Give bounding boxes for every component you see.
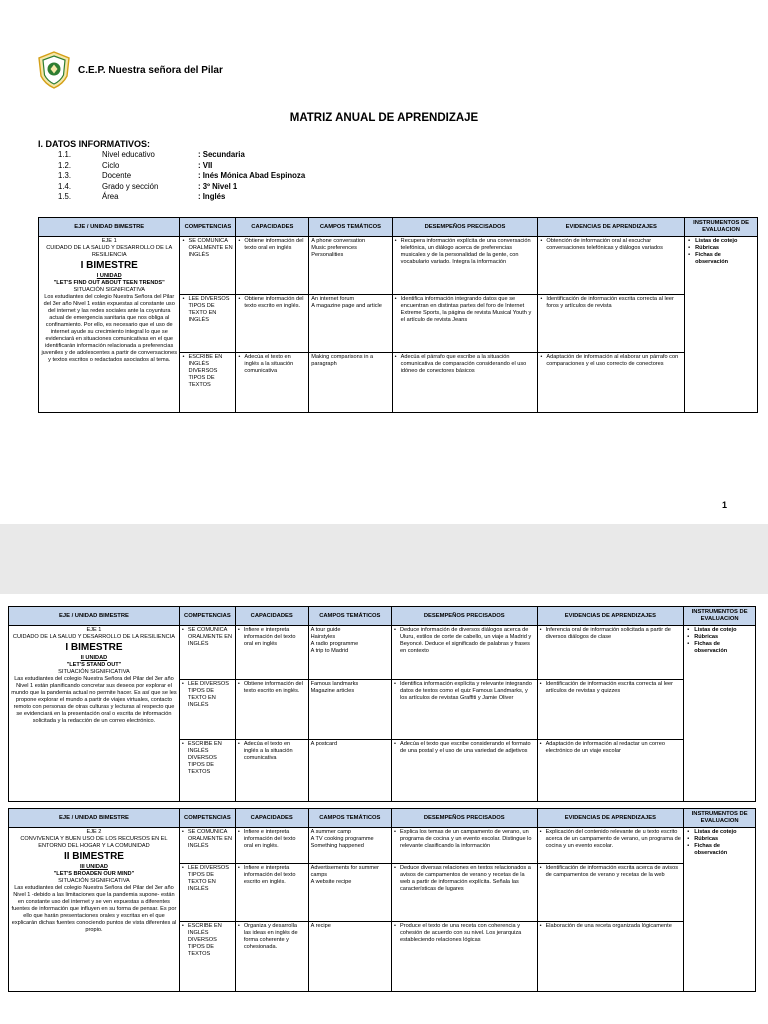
col-header-evidencias: EVIDENCIAS DE APRENDIZAJES xyxy=(538,218,685,237)
evidencia-cell: • Obtención de información oral al escuchar conversaciones telefónicas y diálogos variados xyxy=(538,237,685,295)
desempeno-cell: • Explica los temas de un campamento de verano, un programa de cocina y un evento escolar. Distingue lo relevante clasificando la información xyxy=(391,828,537,864)
situacion-significativa: Los estudiantes del colegio Nuestra Señora del Pilar del 3er año Nivel 1 están expuestas al constante uso del internet y las redes sociales ante la coyuntura actual de emergencia sanitaria que nos obliga al confinamiento. Por ello, es necesario que el uso de internet ayude su crecimiento integral lo que se evidenciará en situaciones comunicativas en el que identificarán información relacionada a preferencias juveniles y de adolescentes a partir de conversaciones y textos escritos o redactados asociados al tema. xyxy=(41,294,178,363)
campos-cell: A recipe xyxy=(308,922,391,992)
datos-row: 1.5. Área : Inglés xyxy=(58,192,226,201)
desempeno-cell: • Identifica información explícita y relevante integrando datos de textos como el quiz Famous Landmarks, y los artículos de revistas Graffiti y Jamie Oliver xyxy=(391,680,537,740)
competencia-cell: • ESCRIBE EN INGLÉS DIVERSOS TIPOS DE TEXTOS xyxy=(179,922,235,992)
document-page-2 xyxy=(0,594,768,1024)
col-header-eje: EJE / UNIDAD BIMESTRE xyxy=(39,218,180,237)
col-header-eje: EJE / UNIDAD BIMESTRE xyxy=(9,809,180,828)
desempeno-cell: • Produce el texto de una receta con coherencia y cohesión de acuerdo con su nivel. Los jerarquiza estableciendo relaciones lógicas xyxy=(391,922,537,992)
competencia-cell: • LEE DIVERSOS TIPOS DE TEXTO EN INGLÉS xyxy=(179,864,235,922)
evidencia-cell: • Identificación de información escrita acerca de avisos de campamentos de verano y recetas de la web xyxy=(537,864,684,922)
campos-cell: A postcard xyxy=(308,740,391,802)
school-name: C.E.P. Nuestra señora del Pilar xyxy=(78,64,223,76)
capacidad-cell: • Infiere e interpreta información del texto escrito en inglés. xyxy=(235,864,308,922)
school-crest-icon xyxy=(36,50,72,90)
matriz-table-unidad-3 xyxy=(8,808,756,992)
campos-cell: A summer camp A TV cooking programme Something happened xyxy=(308,828,391,864)
campos-cell: Famous landmarks Magazine articles xyxy=(308,680,391,740)
bimestre-label: II BIMESTRE xyxy=(63,851,124,862)
situacion-significativa: Las estudiantes del colegio Nuestra Señora del Pilar del 3er año Nivel 1 están planificando concretar sus deseos por explorar el mundo que la pandemia actual no permite hacer. Es así que se les propone explorar el mundo a partir de viajes virtuales, contacto remoto con personas de otras culturas y lecturas al respecto que se evidenciará en la presentación oral o escrita de información solicitada y la redacción de un correo electrónico. xyxy=(11,676,177,724)
evidencia-cell: • Explicación del contenido relevante de u texto escrito acerca de un campamento de verano, un programa de cocina y un evento escolar. xyxy=(537,828,684,864)
competencia-cell: • LEE DIVERSOS TIPOS DE TEXTO EN INGLÉS xyxy=(180,295,236,353)
evidencia-cell: • Adaptación de información al elaborar un párrafo con comparaciones y el uso correcto de conectores xyxy=(538,353,685,413)
datos-row: 1.1. Nivel educativo : Secundaria xyxy=(58,150,245,159)
capacidad-cell: • Adecúa el texto en inglés a la situación comunicativa xyxy=(236,353,309,413)
eje-unidad-cell: EJE 2 CONVIVENCIA Y BUEN USO DE LOS RECURSOS EN EL ENTORNO DEL HOGAR Y LA COMUNIDAD II BIMESTRE III UNIDAD "LET'S BROADEN OUR MIND" SITUACIÓN SIGNIFICATIVA Las estudiantes del colegio Nuestra Señora del Pilar del 3er año Nivel 1 -debido a las limitaciones que la pandemia supone- están en constante uso del internet y se ven expuestas a diferentes fuentes de información que influyen en su forma de pensar. Es por ello que harán presentaciones orales y escritas en el que explicarán dichas fuentes conociendo puntos de vista diferentes al propio. xyxy=(9,828,180,992)
col-header-capacidades: CAPACIDADES xyxy=(235,809,308,828)
capacidad-cell: • Obtiene información del texto escrito en inglés. xyxy=(236,295,309,353)
evidencia-cell: • Inferencia oral de información solicitada a partir de diversos diálogos de clase xyxy=(537,626,684,680)
matriz-table-unidad-2 xyxy=(8,606,756,802)
page-separator xyxy=(0,524,768,594)
col-header-campos: CAMPOS TEMÁTICOS xyxy=(309,218,392,237)
instrumentos-cell: • Listas de cotejo • Rúbricas • Fichas de observación xyxy=(685,237,758,413)
datos-row: 1.2. Ciclo : VII xyxy=(58,160,213,170)
campos-cell: Making comparisons in a paragraph xyxy=(309,353,392,413)
desempeno-cell: • Identifica información integrando datos que se encuentran en distintas partes del foro de Internet Extreme Sports, la página de revista Musical Youth y el artículo de revista Jeans xyxy=(392,295,538,353)
bimestre-label: I BIMESTRE xyxy=(65,642,123,653)
competencia-cell: • SE COMUNICA ORALMENTE EN INGLÉS xyxy=(180,237,236,295)
desempeno-cell: • Deduce información de diversos diálogos acerca de Uluru, estilos de corte de cabello, un viaje a Madrid y Beyoncé. Deduce el significado de palabras y frases en contexto xyxy=(391,626,537,680)
datos-row: 1.4. Grado y sección : 3º Nivel 1 xyxy=(58,181,238,191)
col-header-instrumentos: INSTRUMENTOS DE EVALUACION xyxy=(684,607,756,626)
col-header-campos: CAMPOS TEMÁTICOS xyxy=(308,607,391,626)
desempeno-cell: • Adecúa el texto que escribe considerando el formato de una postal y el uso de una variedad de adjetivos xyxy=(391,740,537,802)
desempeno-cell: • Recupera información explícita de una conversación telefónica, un diálogo acerca de preferencias musicales y de la personalidad de la gente, con vocabulario variado. Integra la información xyxy=(392,237,538,295)
matriz-table-unidad-1 xyxy=(38,217,758,413)
col-header-campos: CAMPOS TEMÁTICOS xyxy=(308,809,391,828)
instrumentos-cell: • Listas de cotejo • Rúbricas • Fichas de observación xyxy=(684,626,756,802)
col-header-desempenos: DESEMPEÑOS PRECISADOS xyxy=(392,218,538,237)
capacidad-cell: • Infiere e interpreta información del texto oral en inglés xyxy=(235,626,308,680)
col-header-competencias: COMPETENCIAS xyxy=(179,809,235,828)
desempeno-cell: • Adecúa el párrafo que escribe a la situación comunicativa de comparación considerando el uso idóneo de conectores básicos xyxy=(392,353,538,413)
capacidad-cell: • Adecúa el texto en inglés a la situación comunicativa xyxy=(235,740,308,802)
competencia-cell: • LEE DIVERSOS TIPOS DE TEXTO EN INGLÉS xyxy=(179,680,235,740)
desempeno-cell: • Deduce diversas relaciones en textos relacionados a avisos de campamentos de verano y recetas de la web a partir de información explícita. Señala las características de lugares xyxy=(391,864,537,922)
capacidad-cell: • Organiza y desarrolla las ideas en inglés de forma coherente y cohesionada. xyxy=(235,922,308,992)
col-header-eje: EJE / UNIDAD BIMESTRE xyxy=(9,607,180,626)
evidencia-cell: • Identificación de información escrita correcta al leer artículos de revistas y quizzes xyxy=(537,680,684,740)
campos-cell: Advertisements for summer camps A website recipe xyxy=(308,864,391,922)
evidencia-cell: • Elaboración de una receta organizada lógicamente xyxy=(537,922,684,992)
datos-informativos xyxy=(38,139,305,203)
instrumentos-cell: • Listas de cotejo • Rúbricas • Fichas de observación xyxy=(684,828,756,992)
competencia-cell: • ESCRIBE EN INGLÉS DIVERSOS TIPOS DE TEXTOS xyxy=(179,740,235,802)
col-header-instrumentos: INSTRUMENTOS DE EVALUACION xyxy=(684,809,756,828)
datos-heading: I. DATOS INFORMATIVOS: xyxy=(38,139,150,149)
capacidad-cell: • Obtiene información del texto escrito en inglés. xyxy=(235,680,308,740)
col-header-desempenos: DESEMPEÑOS PRECISADOS xyxy=(391,607,537,626)
competencia-cell: • SE COMUNICA ORALMENTE EN INGLÉS xyxy=(179,626,235,680)
datos-row: 1.3. Docente : Inés Mónica Abad Espinoza xyxy=(58,171,306,180)
situacion-significativa: Las estudiantes del colegio Nuestra Señora del Pilar del 3er año Nivel 1 -debido a las limitaciones que la pandemia supone- están en constante uso del internet y se ven expuestas a diferentes fuentes de información que influyen en su forma de pensar. Es por ello que harán presentaciones orales y escritas en el que explicarán dichas fuentes conociendo puntos de vista diferentes al propio. xyxy=(11,885,177,933)
competencia-cell: • ESCRIBE EN INGLÉS DIVERSOS TIPOS DE TEXTOS xyxy=(180,353,236,413)
campos-cell: A phone conversation Music preferences Personalities xyxy=(309,237,392,295)
eje-unidad-cell: EJE 1 CUIDADO DE LA SALUD Y DESARROLLO DE LA RESILIENCIA I BIMESTRE II UNIDAD "LET'S STAND OUT" SITUACIÓN SIGNIFICATIVA Las estudiantes del colegio Nuestra Señora del Pilar del 3er año Nivel 1 están planificando concretar sus deseos por explorar el mundo que la pandemia actual no permite hacer. Es así que se les propone explorar el mundo a partir de viajes virtuales, contacto remoto con personas de otras culturas y lecturas al respecto que se evidenciará en la presentación oral o escrita de información solicitada y la redacción de un correo electrónico. xyxy=(9,626,180,802)
evidencia-cell: • Identificación de información escrita correcta al leer foros y artículos de revista xyxy=(538,295,685,353)
eje-unidad-cell: EJE 1 CUIDADO DE LA SALUD Y DESARROLLO DE LA RESILIENCIA I BIMESTRE I UNIDAD "LET'S FIND OUT ABOUT TEEN TRENDS" SITUACIÓN SIGNIFICATIVA Los estudiantes del colegio Nuestra Señora del Pilar del 3er año Nivel 1 están expuestas al constante uso del internet y las redes sociales ante la coyuntura actual de emergencia sanitaria que nos obliga al confinamiento. Por ello, es necesario que el uso de internet ayude su crecimiento integral lo que se evidenciará en situaciones comunicativas en el que identificarán información relacionada a preferencias juveniles y de adolescentes a partir de conversaciones y textos escritos o redactados asociados al tema. xyxy=(39,237,180,413)
col-header-evidencias: EVIDENCIAS DE APRENDIZAJES xyxy=(537,607,684,626)
campos-cell: A tour guide Hairstyles A radio programme A trip to Madrid xyxy=(308,626,391,680)
competencia-cell: • SE COMUNICA ORALMENTE EN INGLÉS xyxy=(179,828,235,864)
col-header-instrumentos: INSTRUMENTOS DE EVALUACION xyxy=(685,218,758,237)
bimestre-label: I BIMESTRE xyxy=(80,260,138,271)
col-header-capacidades: CAPACIDADES xyxy=(235,607,308,626)
col-header-competencias: COMPETENCIAS xyxy=(180,218,236,237)
col-header-capacidades: CAPACIDADES xyxy=(236,218,309,237)
document-title: MATRIZ ANUAL DE APRENDIZAJE xyxy=(289,112,479,124)
school-header xyxy=(36,50,223,90)
col-header-competencias: COMPETENCIAS xyxy=(179,607,235,626)
evidencia-cell: • Adaptación de información al redactar un correo electrónico de un viaje escolar xyxy=(537,740,684,802)
col-header-desempenos: DESEMPEÑOS PRECISADOS xyxy=(391,809,537,828)
capacidad-cell: • Obtiene información del texto oral en inglés xyxy=(236,237,309,295)
page-number: 1 xyxy=(722,500,728,510)
capacidad-cell: • Infiere e interpreta información del texto oral en inglés. xyxy=(235,828,308,864)
campos-cell: An internet forum A magazine page and article xyxy=(309,295,392,353)
col-header-evidencias: EVIDENCIAS DE APRENDIZAJES xyxy=(537,809,684,828)
